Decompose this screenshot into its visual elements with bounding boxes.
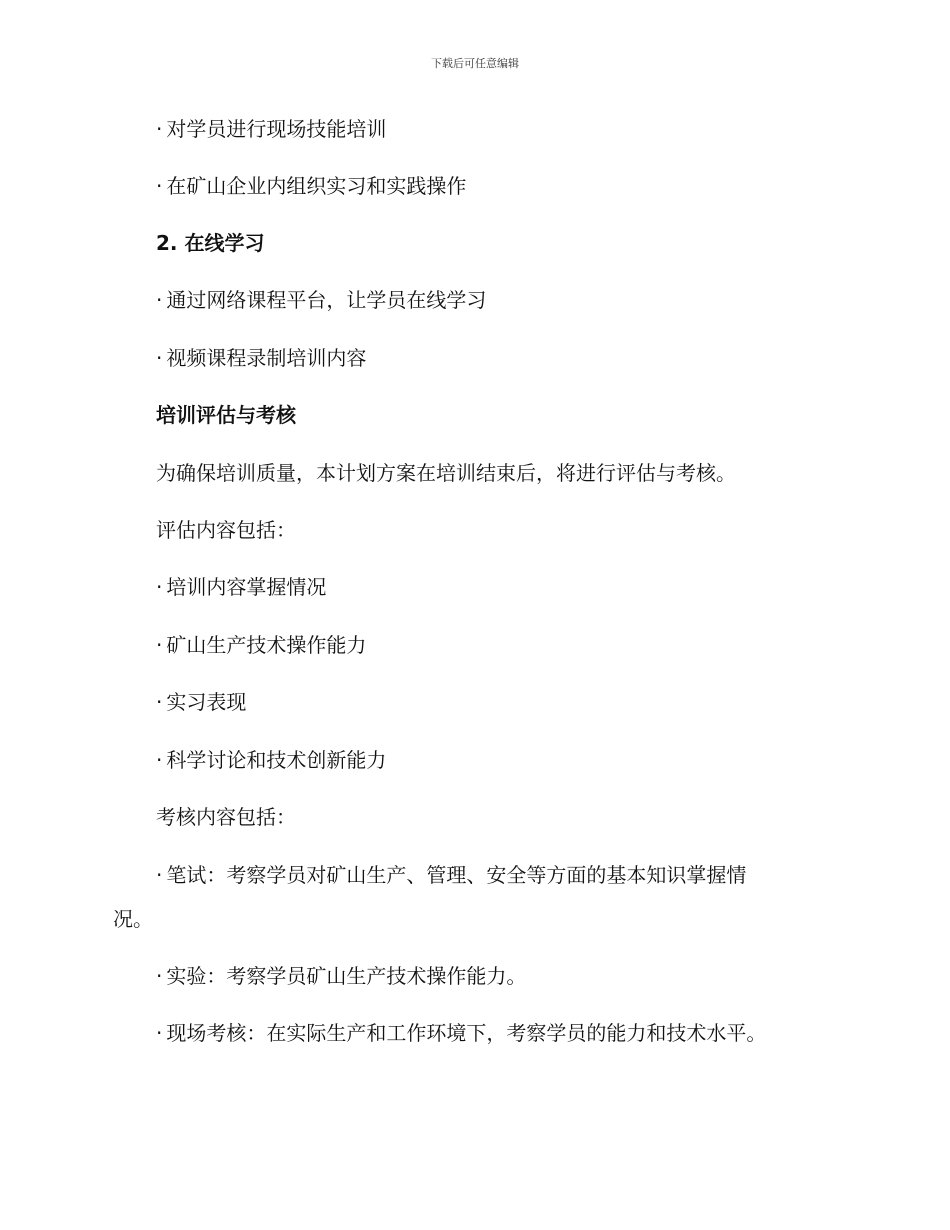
bullet-text: 实验：考察学员矿山生产技术操作能力。 — [166, 964, 527, 988]
bullet-symbol: · — [156, 346, 163, 370]
bullet-text: 笔试：考察学员对矿山生产、管理、安全等方面的基本知识掌握情 — [166, 863, 747, 887]
bullet-symbol: · — [156, 964, 163, 988]
bullet-item — [156, 862, 746, 888]
bullet-text: 视频课程录制培训内容 — [166, 346, 367, 370]
exam-intro: 考核内容包括： — [156, 805, 296, 829]
bullet-text: 科学讨论和技术创新能力 — [166, 748, 387, 772]
bullet-symbol: · — [156, 117, 163, 141]
bullet-item — [156, 963, 526, 989]
bullet-symbol: · — [156, 575, 163, 599]
evaluation-intro: 评估内容包括： — [156, 518, 296, 542]
bullet-text: 现场考核：在实际生产和工作环境下，考察学员的能力和技术水平。 — [166, 1021, 767, 1045]
bullet-item — [156, 173, 466, 199]
bullet-text: 培训内容掌握情况 — [166, 575, 327, 599]
bullet-item — [156, 345, 366, 371]
bullet-item — [156, 574, 326, 600]
bullet-item — [156, 747, 386, 773]
bullet-symbol: · — [156, 1021, 163, 1045]
bullet-symbol: · — [156, 690, 163, 714]
section-heading-online: 2. 在线学习 — [156, 231, 265, 255]
bullet-text: 在矿山企业内组织实习和实践操作 — [166, 174, 467, 198]
bullet-item — [156, 116, 386, 142]
bullet-text: 实习表现 — [166, 690, 247, 714]
bullet-text: 对学员进行现场技能培训 — [166, 117, 387, 141]
bullet-item — [156, 632, 366, 658]
paragraph-evaluation: 为确保培训质量，本计划方案在培训结束后，将进行评估与考核。 — [156, 461, 736, 485]
bullet-symbol: · — [156, 288, 163, 312]
bullet-symbol: · — [156, 748, 163, 772]
bullet-item — [156, 689, 246, 715]
bullet-item — [156, 287, 486, 313]
header-note: 下载后可任意编辑 — [431, 57, 519, 70]
bullet-symbol: · — [156, 174, 163, 198]
bullet-text: 通过网络课程平台，让学员在线学习 — [166, 288, 487, 312]
bullet-symbol: · — [156, 863, 163, 887]
section-heading-evaluation: 培训评估与考核 — [156, 403, 296, 427]
bullet-symbol: · — [156, 633, 163, 657]
bullet-text: 矿山生产技术操作能力 — [166, 633, 367, 657]
bullet-text-continuation: 况。 — [113, 907, 153, 931]
bullet-item — [156, 1020, 766, 1046]
